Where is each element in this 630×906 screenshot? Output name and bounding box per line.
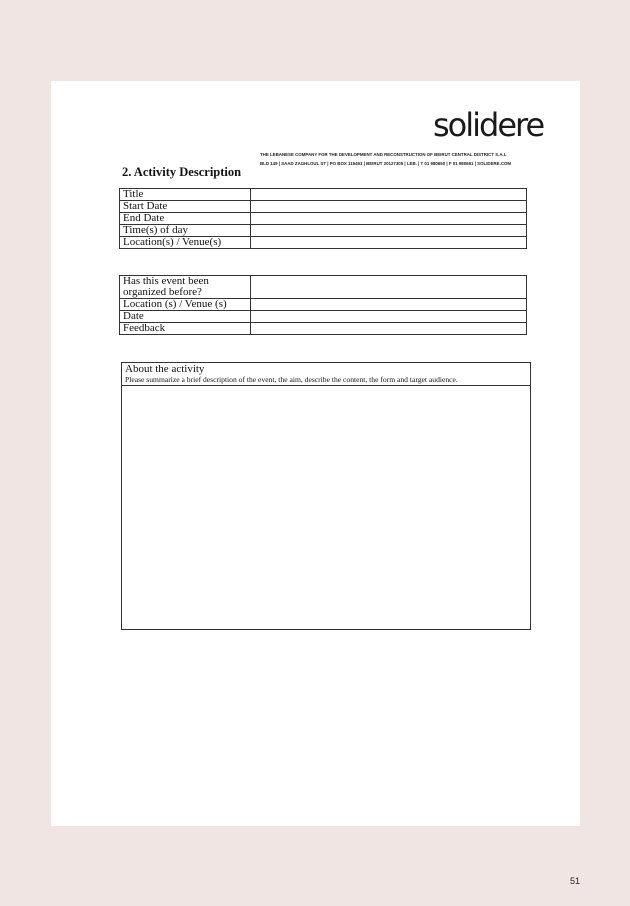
field-label-location: Location(s) / Venue(s) (120, 237, 251, 249)
field-value-end-date[interactable] (251, 213, 527, 225)
field-label-feedback: Feedback (120, 323, 251, 335)
section-title: 2. Activity Description (122, 165, 242, 179)
event-history-table (119, 275, 527, 335)
table-row (120, 299, 527, 311)
about-activity-header (122, 363, 530, 386)
activity-details-table (119, 188, 527, 249)
table-row (120, 323, 527, 335)
table-row (120, 201, 527, 213)
table-row (120, 189, 527, 201)
about-activity-box (121, 362, 531, 630)
field-value-location[interactable] (251, 237, 527, 249)
table-row (120, 276, 527, 299)
page-number: 51 (570, 876, 581, 886)
field-label-organized-before: Has this event been organized before? (120, 276, 251, 299)
field-label-start-date: Start Date (120, 201, 251, 213)
field-label-time-of-day: Time(s) of day (120, 225, 251, 237)
field-value-title[interactable] (251, 189, 527, 201)
field-value-time-of-day[interactable] (251, 225, 527, 237)
field-value-start-date[interactable] (251, 201, 527, 213)
about-activity-title: About the activity (125, 363, 205, 375)
about-activity-hint: Please summarize a brief description of the event, the aim, describe the content, the form and target audience. (125, 375, 458, 384)
company-address-line: BLD 149 | SAAD ZAGHLOUL ST | PO BOX 119493 | BEIRUT 20127305 | LEB. | T 01 980650 | F 01 980661 | SOLIDERE.COM (260, 161, 512, 166)
table-row (120, 237, 527, 249)
solidere-logo: solidere (433, 106, 544, 144)
field-value-previous-date[interactable] (251, 311, 527, 323)
field-value-organized-before[interactable] (251, 276, 527, 299)
field-label-end-date: End Date (120, 213, 251, 225)
field-value-previous-location[interactable] (251, 299, 527, 311)
company-info (260, 150, 535, 168)
table-row (120, 311, 527, 323)
field-value-feedback[interactable] (251, 323, 527, 335)
field-label-title: Title (120, 189, 251, 201)
table-row (120, 225, 527, 237)
field-label-previous-date: Date (120, 311, 251, 323)
about-activity-input[interactable] (122, 386, 530, 629)
field-label-previous-location: Location (s) / Venue (s) (120, 299, 251, 311)
table-row (120, 213, 527, 225)
company-name-line: THE LEBANESE COMPANY FOR THE DEVELOPMENT AND RECONSTRUCTION OF BEIRUT CENTRAL DISTRICT S.A.L (260, 152, 507, 157)
